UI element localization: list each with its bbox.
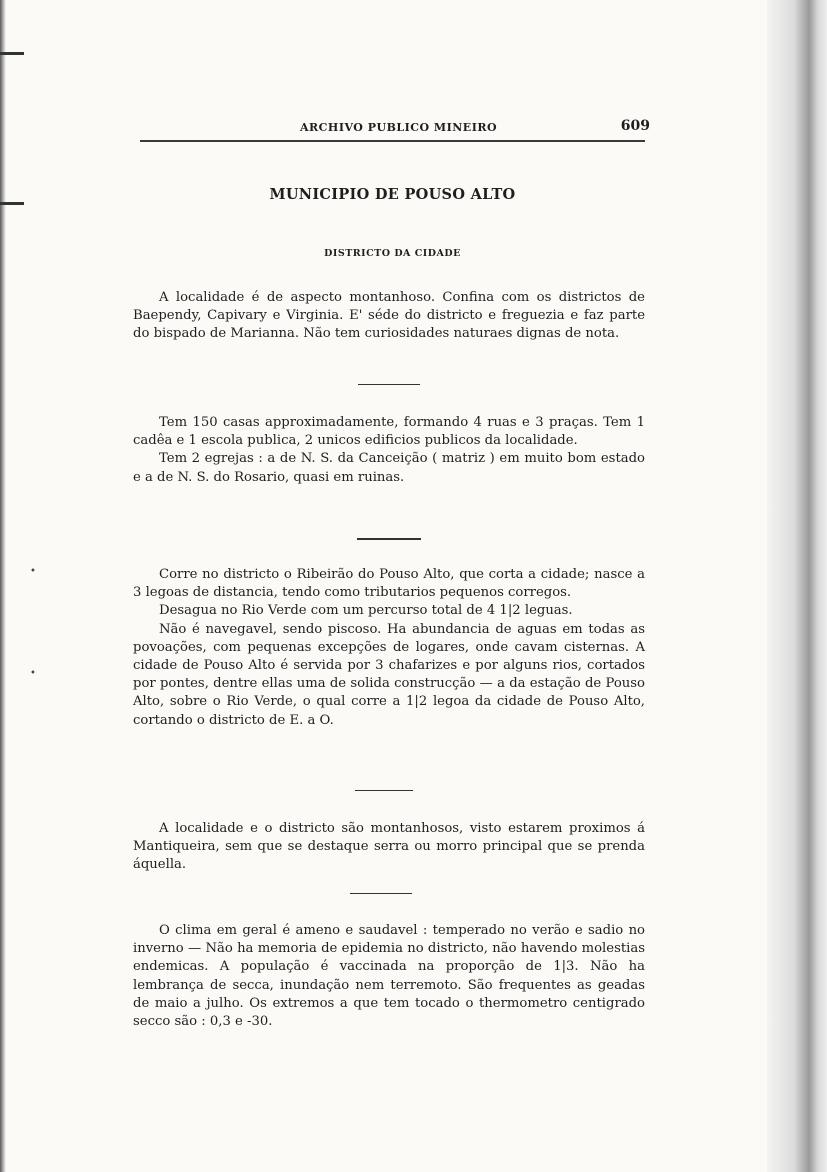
section-separator <box>350 893 412 894</box>
paragraph-location <box>133 289 645 344</box>
paragraph-line: Não é navegavel, sendo piscoso. Ha abundancia de aguas em todas as povoações, com pequenas excepções de logares, onde cavam cisternas. A cidade de Pouso Alto é servida por 3 chafarizes e por alguns rios, cortados por pontes, dentre ellas uma de solida construcção — a da estação de Pouso Alto, sobre o Rio Verde, o qual corre a 1|2 legoa da cidade de Pouso Alto, cortando o districto de E. a O. <box>133 621 645 728</box>
scan-left-mark <box>0 52 24 55</box>
section-separator <box>358 384 420 385</box>
scan-left-edge <box>0 0 6 1172</box>
paragraph-line: Tem 2 egrejas : a de N. S. da Canceição ( matriz ) em muito bom estado e a de N. S. do Rosario, quasi em ruinas. <box>133 451 645 485</box>
paragraph-line: O clima em geral é ameno e saudavel : temperado no verão e sadio no inverno — Não ha memoria de epidemia no districto, não havendo molestias endemicas. A população é vaccinada na proporção de 1|3. Não ha lembrança de secca, inundação nem terremoto. São frequentes as geadas de maio a julho. Os extremos a que tem tocado o thermometro centigrado secco são : 0,3 e -30. <box>133 923 645 1030</box>
paragraph-line: A localidade e o districto são montanhosos, visto estarem proximos á Mantiqueira, sem que se destaque serra ou morro principal que se prenda áquella. <box>133 821 645 873</box>
section-separator <box>355 790 413 791</box>
section-subtitle: DISTRICTO DA CIDADE <box>324 248 461 259</box>
paragraph-relief <box>133 820 645 875</box>
running-head <box>140 118 650 140</box>
section-separator <box>357 538 421 540</box>
page-title: MUNICIPIO DE POUSO ALTO <box>269 186 516 203</box>
scan-left-mark <box>0 202 24 205</box>
paragraph-line: Desagua no Rio Verde com um percurso total de 4 1|2 leguas. <box>159 603 573 619</box>
running-title: ARCHIVO PUBLICO MINEIRO <box>300 121 498 134</box>
scan-right-shadow <box>767 0 827 1172</box>
header-rule <box>140 140 645 142</box>
paragraph-buildings <box>133 414 645 487</box>
paragraph-climate <box>133 922 645 1031</box>
margin-mark: • <box>30 566 36 577</box>
margin-mark: • <box>30 668 36 679</box>
paragraph-line: Corre no districto o Ribeirão do Pouso Alto, que corta a cidade; nasce a 3 legoas de distancia, tendo como tributarios pequenos corregos. <box>133 567 645 601</box>
page-number: 609 <box>620 118 650 134</box>
paragraph-hydrography <box>133 566 645 730</box>
paragraph-line: Tem 150 casas approximadamente, formando 4 ruas e 3 praças. Tem 1 cadêa e 1 escola publica, 2 unicos edificios publicos da localidade. <box>133 415 645 449</box>
paragraph-line: A localidade é de aspecto montanhoso. Confina com os districtos de Baependy, Capivary e Virginia. E' séde do districto e freguezia e faz parte do bispado de Marianna. Não tem curiosidades naturaes dignas de nota. <box>133 290 645 342</box>
